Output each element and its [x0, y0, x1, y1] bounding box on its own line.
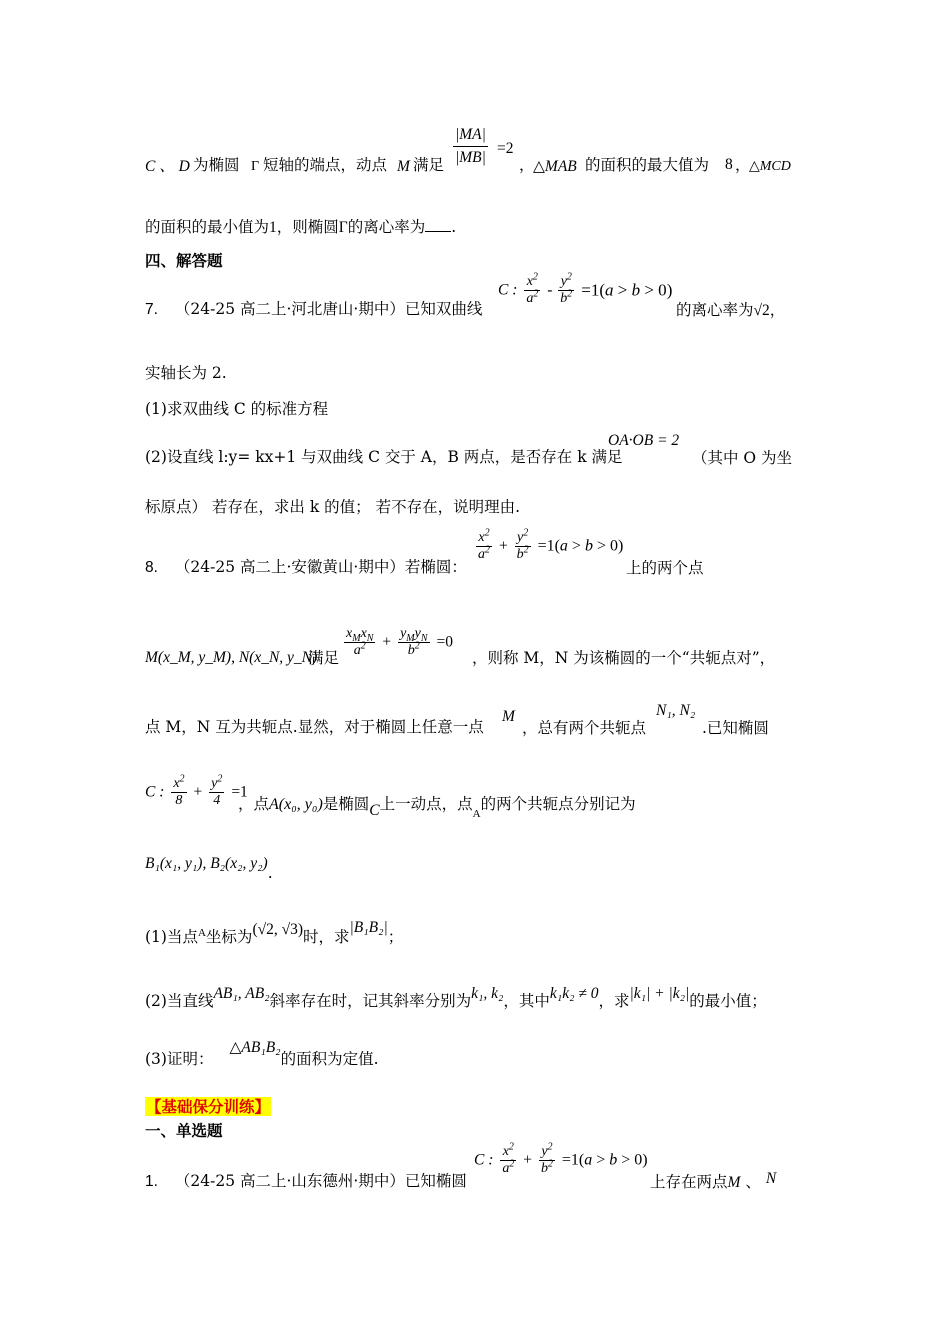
text: 坐标为	[205, 928, 253, 946]
triangle-mcd: △MCD	[749, 159, 791, 174]
q7-line-1	[145, 298, 482, 321]
var-a: A	[472, 808, 481, 820]
slope-abs-sum: |k₁| + |k₂|	[629, 985, 690, 1002]
frac-y2-b2: $\frac{y^2}{b^2}$	[560, 271, 573, 306]
q7-ecc	[676, 298, 785, 320]
var-a: A	[197, 927, 206, 939]
q8-line-5	[145, 852, 273, 882]
text: 上存在两点	[650, 1173, 728, 1191]
value-eight: 8	[725, 156, 733, 173]
text: 短轴的端点，动点	[263, 156, 388, 174]
q8-line-4	[238, 792, 636, 820]
triangle-ab1b2: △AB₁B₂	[229, 1039, 281, 1056]
text: 为椭圆	[193, 156, 240, 174]
text: 满足	[413, 156, 445, 174]
distance-b1b2: |B₁B₂|	[349, 919, 388, 936]
text: 上的两个点	[626, 559, 704, 577]
text: .	[451, 218, 457, 236]
coordinates: (√2, √3)	[252, 921, 304, 938]
q7-part-2-cont: 标原点） 若存在，求出 k 的值； 若不存在，说明理由.	[145, 498, 521, 516]
points-c-d: C 、 D	[145, 158, 190, 175]
text: 的面积的最小值为	[145, 218, 270, 236]
text: 时，求	[303, 928, 350, 946]
text: （其中 O 为坐	[692, 449, 793, 467]
q1-ellipse-equation: C : $\frac{x^2}{a^2}$ + $\frac{y^2}{b^2}$ =1(a > b > 0)	[474, 1141, 648, 1176]
var-m: M	[727, 1174, 741, 1191]
text: ，则称 M，N 为该椭圆的一个“共轭点对”，	[472, 649, 776, 667]
text: ，点	[238, 795, 270, 813]
text: 上一动点，点	[379, 795, 473, 813]
text: 是椭圆	[322, 795, 370, 813]
q8-ellipse-c: C : $\frac{x^2}{8}$ + $\frac{y^2}{4}$ =1	[145, 773, 248, 808]
q6-line-2	[145, 216, 456, 239]
frac-x2-a2: $\frac{x^2}{a^2}$	[526, 271, 539, 306]
gamma-symbol: Γ	[338, 219, 348, 236]
value-one: 1	[269, 219, 277, 236]
text: 的离心率为	[347, 218, 426, 236]
conjugate-condition: $\frac{x_Mx_N}{a^2}$ + $\frac{y_My_N}{b^2}$ =0	[346, 626, 453, 658]
fraction-denominator: |MB|	[455, 149, 486, 166]
text: ，总有两个共轭点	[522, 719, 647, 737]
var-n: N	[765, 1170, 777, 1187]
q8-line-1	[145, 556, 467, 579]
var-m: M	[502, 708, 515, 725]
text: (3)证明：	[145, 1050, 214, 1068]
text: 点 M，N 互为共轭点.显然，对于椭圆上任意一点	[145, 718, 484, 736]
q8-line-3	[145, 716, 484, 738]
text: 的最小值；	[689, 992, 767, 1010]
q7-hyperbola-equation: C : $\frac{x^2}{a^2}$ - $\frac{y^2}{b^2}$ =1(a > b > 0)	[498, 271, 673, 306]
text: ，	[769, 301, 786, 319]
text: 的面积为定值.	[280, 1050, 379, 1068]
text: ，其中	[503, 992, 550, 1010]
question-number: 7.	[145, 301, 158, 318]
question-number: 1.	[145, 1173, 158, 1190]
text: 的两个共轭点分别记为	[480, 795, 636, 813]
text: 斜率存在时，记其斜率分别为	[269, 992, 472, 1010]
text: 的离心率为	[676, 301, 754, 319]
fraction-numerator: |MA|	[453, 124, 488, 147]
text: ；	[387, 928, 404, 946]
slopes-k1-k2: k₁, k₂	[471, 985, 504, 1002]
q8-part-2	[145, 985, 767, 1013]
text: ，则椭圆	[276, 218, 339, 236]
question-source: （24-25 高二上·山东德州·期中）已知椭圆	[174, 1172, 467, 1190]
text: 、	[745, 1173, 761, 1191]
training-tag	[145, 1096, 271, 1118]
q8-part-3	[145, 1039, 379, 1071]
var-m: M	[397, 158, 410, 175]
text: 的面积的最大值为	[585, 156, 710, 174]
text: .已知椭圆	[702, 719, 769, 737]
text: (1)当点	[145, 928, 198, 946]
text: (2)当直线	[145, 992, 214, 1010]
q8-part-1	[145, 919, 404, 950]
text: ，	[735, 156, 751, 174]
lines-ab1-ab2: AB₁, AB₂	[213, 985, 270, 1002]
points-b1-b2: B₁(x₁, y₁), B₂(x₂, y₂)	[145, 855, 268, 872]
text: ，求	[598, 992, 630, 1010]
highlight-label: 【基础保分训练】	[146, 1097, 271, 1116]
triangle-mab: △MAB	[533, 158, 577, 175]
text: ，	[519, 156, 535, 174]
gamma-symbol: Γ	[251, 159, 260, 174]
equals-two: =2	[497, 140, 514, 157]
q8-line-2	[145, 646, 317, 669]
answer-blank	[425, 217, 451, 232]
q8-ellipse-equation: $\frac{x^2}{a^2}$ + $\frac{y^2}{b^2}$ =1(a > b > 0)	[478, 527, 624, 562]
dot-product-condition: OA·OB = 2	[608, 432, 680, 449]
conjugate-points: M(x_M, y_M), N(x_N, y_N)	[145, 649, 318, 666]
point-a: A(x₀, y₀)	[269, 796, 323, 813]
question-number: 8.	[145, 559, 158, 576]
slope-product-condition: k₁k₂ ≠ 0	[549, 985, 599, 1002]
text: .	[267, 864, 273, 882]
q1-line-1-end	[650, 1170, 776, 1192]
q7-part-1: (1)求双曲线 C 的标准方程	[145, 400, 329, 418]
points-n1-n2: N₁, N₂	[656, 702, 696, 719]
eccentricity-value: √2	[753, 302, 770, 319]
question-source: （24-25 高二上·河北唐山·期中）已知双曲线	[174, 300, 483, 318]
q1-line-1	[145, 1170, 467, 1193]
q7-part-2	[145, 446, 623, 468]
question-source: （24-25 高二上·安徽黄山·期中）若椭圆：	[174, 558, 467, 576]
var-c: C	[369, 802, 380, 819]
text: (2)设直线 l:y= kx+1 与双曲线 C 交于 A，B 两点，是否存在 k 满足	[145, 448, 623, 466]
q7-line-2: 实轴长为 2.	[145, 364, 227, 382]
section-heading-1: 一、单选题	[145, 1121, 223, 1140]
section-heading-4: 四、解答题	[145, 251, 223, 270]
ratio-fraction	[453, 124, 488, 169]
text: 满足	[308, 649, 340, 667]
